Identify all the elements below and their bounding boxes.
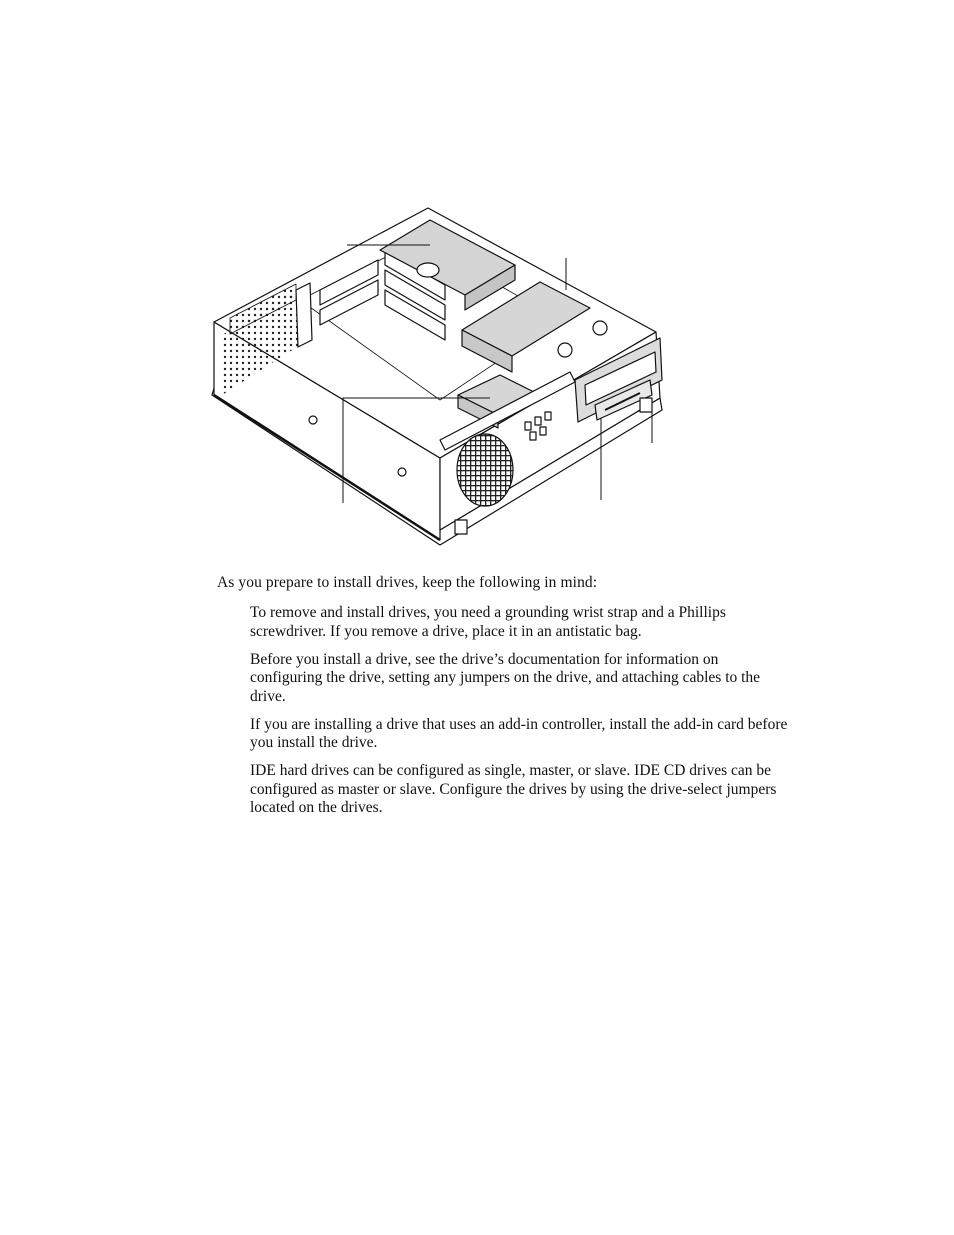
list-item: IDE hard drives can be configured as single, master, or slave. IDE CD drives can be configured as master or slave. Configure the drives by using the drive-select jumpers located on the drives. <box>250 762 777 816</box>
drive-tips-list <box>250 604 790 827</box>
list-item: To remove and install drives, you need a grounding wrist strap and a Phillips screwdriver. If you remove a drive, place it in an antistatic bag. <box>250 604 726 640</box>
list-item: If you are installing a drive that uses an add-in controller, install the add-in card before you install the drive. <box>250 715 788 751</box>
computer-chassis-illustration <box>200 200 680 560</box>
intro-text: As you prepare to install drives, keep the following in mind: <box>217 574 598 591</box>
list-item: Before you install a drive, see the drive’s documentation for information on configuring the drive, setting any jumpers on the drive, and attaching cables to the drive. <box>250 650 761 705</box>
